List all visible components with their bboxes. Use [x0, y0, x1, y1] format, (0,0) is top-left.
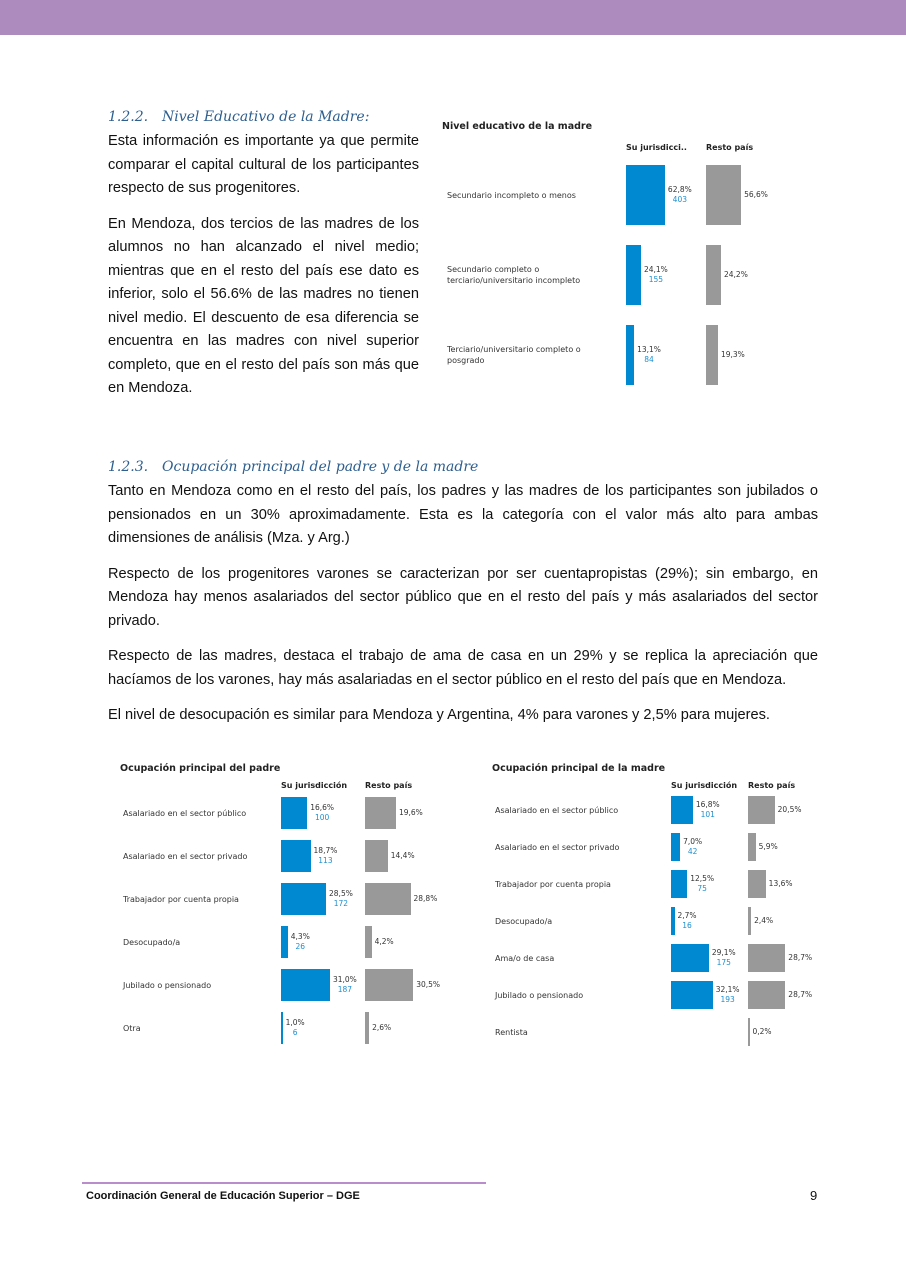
bar-jurisdiccion — [671, 981, 713, 1009]
value-label — [788, 990, 812, 1000]
percent-label: 12,5% — [690, 874, 715, 883]
percent-label: 62,8% — [667, 185, 692, 194]
value-label — [291, 932, 310, 952]
percent-label: 1,0% — [285, 1018, 305, 1027]
column-header: Resto país — [748, 781, 796, 790]
percent-label: 24,2% — [724, 270, 748, 279]
category-label: Trabajador por cuenta propia — [495, 879, 611, 889]
bar-resto-pais — [365, 969, 413, 1001]
bar-jurisdiccion — [281, 969, 330, 1001]
category-label: Asalariado en el sector público — [495, 805, 619, 815]
value-label — [759, 842, 778, 852]
column-header: Su jurisdicci.. — [626, 143, 687, 152]
percent-label: 32,1% — [715, 985, 740, 994]
value-label — [778, 805, 802, 815]
category-label: Rentista — [495, 1027, 528, 1037]
percent-label: 28,7% — [788, 990, 813, 999]
bar-resto-pais — [706, 325, 718, 385]
count-label: 175 — [716, 958, 731, 967]
count-label: 75 — [697, 884, 707, 893]
value-label — [678, 911, 697, 931]
category-label: Desocupado/a — [495, 916, 553, 926]
bar-jurisdiccion — [281, 797, 307, 829]
percent-label: 24,1% — [643, 265, 668, 274]
percent-label: 4,2% — [374, 937, 394, 946]
value-label — [769, 879, 793, 889]
bar-resto-pais — [365, 1012, 369, 1044]
value-label — [333, 975, 357, 995]
bar-resto-pais — [748, 1018, 750, 1046]
count-label: 113 — [318, 856, 333, 865]
category-label: Desocupado/a — [123, 937, 181, 947]
bar-resto-pais — [748, 981, 785, 1009]
chart-ocupacion-padre — [120, 763, 460, 1053]
bar-jurisdiccion — [281, 840, 311, 872]
value-label — [690, 874, 714, 894]
paragraph: Respecto de las madres, destaca el trabajo de ama de casa en un 29% y se replica la apreciación que hacíamos de los varones, hay más asalariadas en el sector público en el resto del país que en Mendoza. — [108, 648, 818, 688]
percent-label: 56,6% — [744, 190, 768, 199]
category-label: Otra — [123, 1023, 141, 1033]
percent-label: 28,8% — [413, 894, 438, 903]
percent-label: 28,5% — [329, 889, 353, 898]
percent-label: 19,6% — [398, 808, 423, 817]
value-label — [391, 851, 415, 861]
count-label: 26 — [295, 942, 306, 951]
value-label — [696, 800, 720, 820]
bar-jurisdiccion — [671, 944, 709, 972]
category-label: Secundario incompleto o menos — [447, 190, 576, 200]
percent-label: 13,1% — [637, 345, 661, 354]
value-label — [329, 889, 353, 909]
percent-label: 16,6% — [310, 803, 335, 812]
value-label — [310, 803, 334, 823]
column-header: Resto país — [365, 781, 413, 790]
percent-label: 29,1% — [711, 948, 736, 957]
paragraph: Respecto de los progenitores varones se caracterizan por ser cuentapropistas (29%); sin embargo, en Mendoza hay menos asalariados del sector público que en el resto del país y más asalariados del sector privado. — [108, 565, 818, 629]
bar-resto-pais — [748, 870, 766, 898]
chart-nivel-educativo-madre — [442, 121, 802, 401]
section-number: 1.2.3. — [108, 459, 149, 475]
category-label: Ama/o de casa — [495, 953, 555, 963]
value-label — [754, 916, 773, 926]
bar-jurisdiccion — [281, 883, 326, 915]
percent-label: 16,8% — [695, 800, 720, 809]
percent-label: 5,9% — [758, 842, 778, 851]
bar-resto-pais — [748, 796, 775, 824]
count-label: 16 — [682, 921, 692, 930]
bar-resto-pais — [365, 840, 388, 872]
bar-jurisdiccion — [626, 245, 641, 305]
value-label — [314, 846, 338, 866]
bar-jurisdiccion — [281, 1012, 283, 1044]
bar-resto-pais — [706, 165, 741, 225]
bar-resto-pais — [706, 245, 721, 305]
category-label: Secundario completo o terciario/universitario incompleto — [447, 265, 581, 285]
percent-label: 2,4% — [754, 916, 774, 925]
paragraph: Tanto en Mendoza como en el resto del país, los padres y las madres de los participantes son jubilados o pensionados en un 30% aproximadamente. Esta es la categoría con el valor más alto para ambas dimensiones de análisis (Mza. y Arg.) — [108, 483, 818, 546]
value-label — [644, 265, 668, 285]
footer-text: Coordinación General de Educación Superior – DGE — [86, 1190, 360, 1202]
count-label: 187 — [337, 985, 353, 994]
percent-label: 4,3% — [290, 932, 310, 941]
section-title: Ocupación principal del padre y de la madre — [162, 459, 479, 475]
paragraph: El nivel de desocupación es similar para Mendoza y Argentina, 4% para varones y 2,5% para mujeres. — [108, 707, 770, 723]
bar-jurisdiccion — [671, 833, 680, 861]
count-label: 84 — [644, 355, 654, 364]
bar-jurisdiccion — [671, 870, 687, 898]
chart-title: Ocupación principal de la madre — [492, 763, 666, 774]
bar-resto-pais — [365, 926, 372, 958]
value-label — [712, 948, 736, 968]
percent-label: 0,2% — [752, 1027, 772, 1036]
category-label: Asalariado en el sector público — [123, 808, 247, 818]
chart-ocupacion-madre — [492, 763, 822, 1053]
count-label: 100 — [314, 813, 330, 822]
chart-title: Nivel educativo de la madre — [442, 121, 593, 132]
bar-jurisdiccion — [671, 907, 675, 935]
bar-jurisdiccion — [626, 165, 665, 225]
bar-jurisdiccion — [671, 796, 693, 824]
value-label — [724, 270, 748, 280]
section-1-2-2-text — [108, 130, 419, 413]
section-1-2-3-text — [108, 480, 818, 740]
value-label — [753, 1027, 772, 1037]
count-label: 193 — [720, 995, 735, 1004]
category-label: Terciario/universitario completo o posgrado — [447, 345, 581, 365]
category-label: Asalariado en el sector privado — [123, 851, 248, 861]
column-header: Resto país — [706, 143, 754, 152]
bar-jurisdiccion — [281, 926, 288, 958]
percent-label: 2,6% — [372, 1023, 392, 1032]
value-label — [414, 894, 438, 904]
count-label: 42 — [687, 847, 698, 856]
column-header: Su jurisdicción — [671, 781, 738, 790]
value-label — [744, 190, 768, 200]
percent-label: 2,7% — [677, 911, 697, 920]
percent-label: 28,7% — [788, 953, 813, 962]
percent-label: 31,0% — [332, 975, 357, 984]
section-heading-1-2-3 — [108, 459, 478, 475]
bar-jurisdiccion — [626, 325, 634, 385]
category-label: Asalariado en el sector privado — [495, 842, 620, 852]
category-label: Jubilado o pensionado — [123, 980, 212, 990]
section-heading-1-2-2 — [108, 109, 369, 125]
bar-resto-pais — [748, 907, 751, 935]
percent-label: 18,7% — [313, 846, 338, 855]
count-label: 155 — [648, 275, 664, 284]
category-label: Trabajador por cuenta propia — [123, 894, 239, 904]
percent-label: 13,6% — [768, 879, 793, 888]
value-label — [637, 345, 661, 365]
value-label — [286, 1018, 305, 1038]
bar-resto-pais — [748, 833, 756, 861]
count-label: 172 — [333, 899, 349, 908]
percent-label: 7,0% — [683, 837, 703, 846]
percent-label: 19,3% — [720, 350, 745, 359]
value-label — [416, 980, 440, 990]
paragraph: Esta información es importante ya que permite comparar el capital cultural de los participantes respecto de sus progenitores. — [108, 133, 419, 196]
section-number: 1.2.2. — [108, 109, 149, 125]
bar-resto-pais — [365, 883, 411, 915]
percent-label: 30,5% — [416, 980, 441, 989]
paragraph: En Mendoza, dos tercios de las madres de los alumnos no han alcanzado el nivel medio; mientras que en el resto del país ese dato es inferior, solo el 56.6% de las madres no tienen nivel medio. El descuento de esa diferencia se encuentra en las madres con nivel superior completo, que en el resto del país son más que en Mendoza. — [108, 215, 419, 396]
value-label — [372, 1023, 391, 1033]
footer-divider — [82, 1182, 486, 1184]
bar-resto-pais — [365, 797, 396, 829]
value-label — [716, 985, 740, 1005]
value-label — [683, 837, 702, 857]
percent-label: 14,4% — [390, 851, 415, 860]
percent-label: 20,5% — [777, 805, 802, 814]
count-label: 101 — [700, 810, 715, 819]
count-label: 6 — [292, 1028, 298, 1037]
page-number: 9 — [810, 1188, 818, 1203]
category-label: Jubilado o pensionado — [495, 990, 584, 1000]
count-label: 403 — [672, 195, 687, 204]
value-label — [668, 185, 692, 205]
chart-title: Ocupación principal del padre — [120, 763, 281, 774]
value-label — [399, 808, 423, 818]
bar-resto-pais — [748, 944, 785, 972]
value-label — [721, 350, 745, 360]
value-label — [375, 937, 394, 947]
section-title: Nivel Educativo de la Madre: — [162, 109, 370, 125]
value-label — [788, 953, 812, 963]
header-band — [0, 0, 906, 35]
column-header: Su jurisdicción — [281, 781, 348, 790]
